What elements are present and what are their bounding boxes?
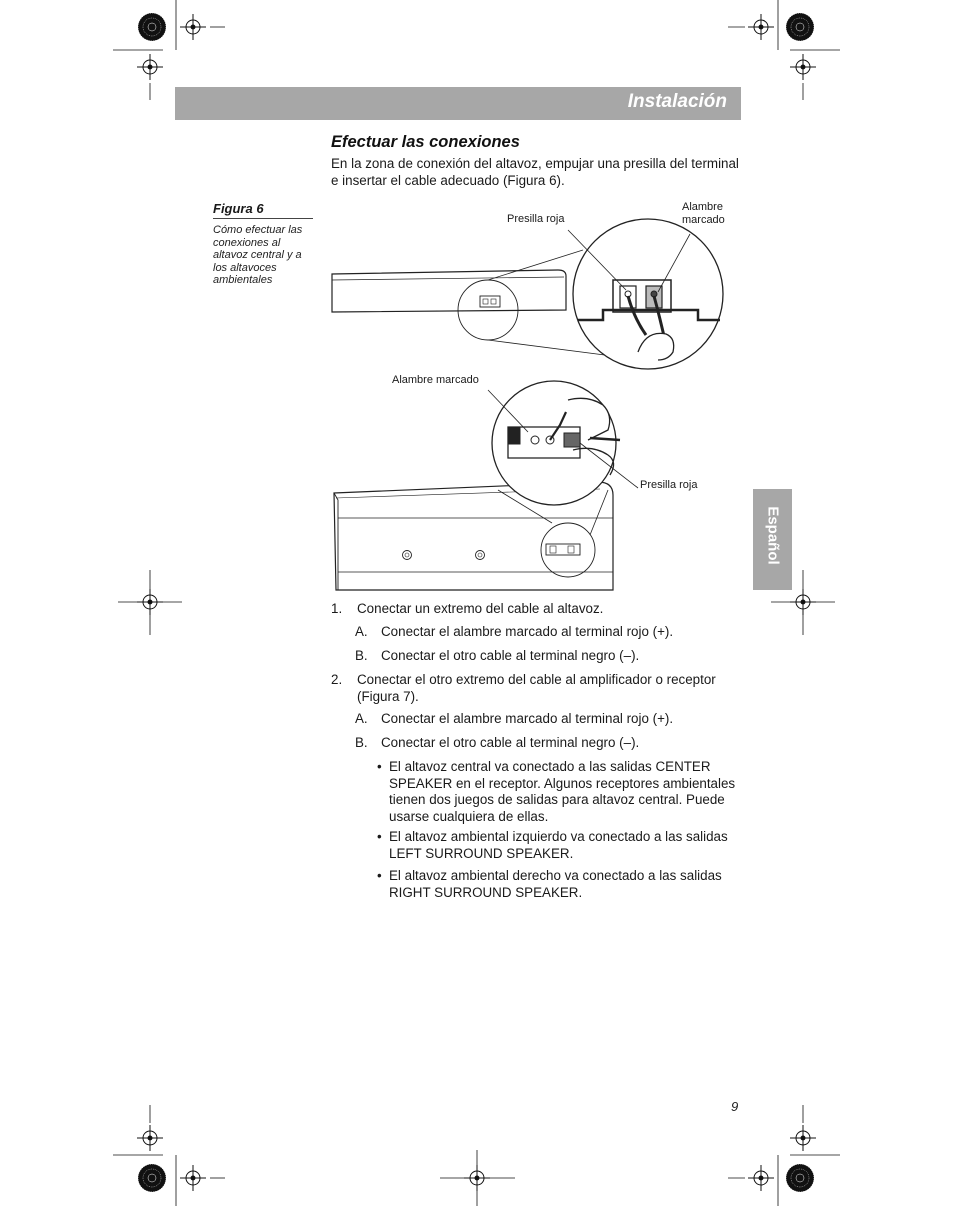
section-header-bar [175,87,741,120]
language-tab [753,489,792,590]
substep-text: Conectar el alambre marcado al terminal rojo (+). [381,711,674,726]
substep-text: Conectar el otro cable al terminal negro (–). [381,735,640,750]
callout-marked-wire-top: Alambre marcado [682,201,725,226]
page-number: 9 [731,1099,739,1114]
section-heading: Efectuar las conexiones [331,133,520,151]
step-text: Conectar un extremo del cable al altavoz. [357,601,604,616]
page-title: Instalación [627,91,727,112]
callout-red-clip-top: Presilla roja [507,213,565,225]
step-text: Conectar el otro extremo del cable al amplificador o receptor (Figura 7). [357,672,716,704]
step-number: 1. [331,601,343,616]
substep-text: Conectar el alambre marcado al terminal rojo (+). [381,624,674,639]
bullet-text: El altavoz ambiental derecho va conectado a las salidas RIGHT SURROUND SPEAKER. [389,868,722,900]
bullet-text: El altavoz central va conectado a las salidas CENTER SPEAKER en el receptor. Algunos receptores ambientales tienen dos juegos de salidas para altavoz central. Puede usarse cualquiera de ellas. [389,759,736,824]
bullet-dot: • [377,829,382,844]
bullet-text: El altavoz ambiental izquierdo va conectado a las salidas LEFT SURROUND SPEAKER. [389,829,728,861]
substep-letter: B. [355,648,368,663]
substep-text: Conectar el otro cable al terminal negro (–). [381,648,640,663]
substep-letter: A. [355,624,368,639]
figure-caption: Cómo efectuar las conexiones al altavoz central y a los altavoces ambientales [213,224,303,286]
substep-letter: B. [355,735,368,750]
speaker-connection-illustration [328,200,748,600]
substep-letter: A. [355,711,368,726]
language-tab-label: Español [764,506,782,565]
callout-red-clip-bottom: Presilla roja [640,479,698,491]
step-number: 2. [331,672,343,687]
intro-paragraph: En la zona de conexión del altavoz, empujar una presilla del terminal e insertar el cable adecuado (Figura 6). [331,156,739,188]
callout-marked-wire-bottom: Alambre marcado [392,374,479,386]
figure-label: Figura 6 [213,201,313,219]
bullet-dot: • [377,759,382,774]
bullet-dot: • [377,868,382,883]
